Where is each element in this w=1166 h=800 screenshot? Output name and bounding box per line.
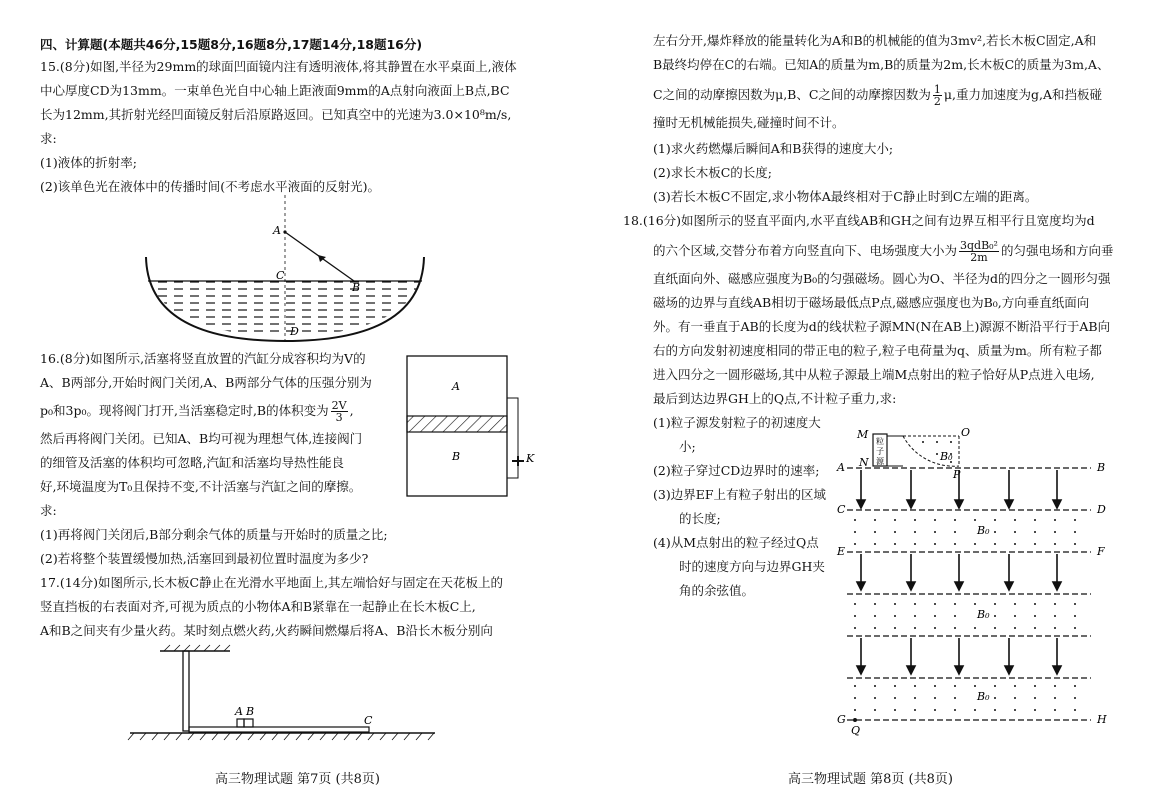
q18-sub-4c: 角的余弦值。 [679, 583, 755, 598]
source-char-2: 子 [876, 447, 884, 456]
q16-line-1: 16.(8分)如图所示,活塞将竖直放置的汽缸分成容积均为V的 [40, 351, 366, 366]
q15-line-1: 15.(8分)如图,半径为29mm的球面凹面镜内注有透明液体,将其静置在水平桌面上,液体 [40, 59, 517, 74]
q17c-line-7: (2)求长木板C的长度; [653, 165, 772, 180]
q18-line-7: 进入四分之一圆形磁场,其中从粒子源最上端M点射出的粒子恰好从P点进入电场, [653, 367, 1095, 382]
q17-figure [120, 645, 440, 745]
q15-figure [140, 195, 430, 340]
q18-fraction: $\frac{\text{3qdB₀²}}{2m}$ [959, 239, 998, 264]
connecting-tube [507, 398, 518, 478]
fig18-label-O: O [961, 426, 971, 439]
piston [407, 416, 507, 432]
fig16-label-A: A [452, 380, 460, 393]
fig18-label-C: C [837, 503, 846, 516]
q18-line-3: 直纸面向外、磁感应强度为B₀的匀强磁场。圆心为O、半径为d的四分之一圆形匀强 [653, 271, 1111, 286]
right-page [583, 0, 1166, 800]
fig15-label-A: A [273, 224, 281, 237]
q18-sub-4b: 时的速度方向与边界GH夹 [679, 559, 825, 574]
q18-line-6: 右的方向发射初速度相同的带正电的粒子,粒子电荷量为q、质量为m。所有粒子都 [653, 343, 1102, 358]
fig17-label-C: C [364, 714, 373, 727]
q16-line-5: 的细管及活塞的体积均可忽略,汽缸和活塞均导热性能良 [40, 455, 344, 470]
fig15-label-B: B [352, 281, 361, 294]
q17c-line-5: 撞时无机械能损失,碰撞时间不计。 [653, 115, 845, 130]
q16-line-9: (2)若将整个装置缓慢加热,活塞回到最初位置时温度为多少? [40, 551, 369, 566]
source-char-3: 源 [876, 457, 884, 466]
q18-figure [837, 426, 1111, 740]
field-label-1: B₀ [977, 524, 990, 537]
fig18-label-N: N [859, 456, 869, 469]
q18-sub-3: (3)边界EF上有粒子射出的区域 [653, 487, 827, 502]
q15-line-4: 求: [40, 131, 57, 146]
q16-line-6: 好,环境温度为T₀且保持不变,不计活塞与汽缸之间的摩擦。 [40, 479, 362, 494]
q18-line-4: 磁场的边界与直线AB相切于磁场最低点P点,磁感应强度也为B₀,方向垂直纸面向 [653, 295, 1090, 310]
fig17-label-B: B [246, 705, 255, 718]
fig17-label-A: A [235, 705, 243, 718]
source-char-1: 粒 [876, 437, 884, 446]
q16-line-4: 然后再将阀门关闭。已知A、B均可视为理想气体,连接阀门 [40, 431, 363, 446]
baffle [183, 651, 189, 731]
board-C [189, 727, 369, 732]
fig18-label-E: E [837, 545, 846, 558]
q16-line-3: p₀和3p₀。现将阀门打开,当活塞稳定时,B的体积变为 $\frac{2V}{3}$ , [40, 399, 354, 424]
q18-line-5: 外。有一垂直于AB的长度为d的线状粒子源MN(N在AB上)源源不断沿平行于AB向 [653, 319, 1111, 334]
fig18-label-M: M [857, 428, 869, 441]
liquid [150, 281, 420, 337]
q18-line-1: 18.(16分)如图所示的竖直平面内,水平直线AB和GH之间有边界互相平行且宽度均为d [623, 213, 1095, 228]
q15-line-2: 中心厚度CD为13mm。一束单色光自中心轴上距液面9mm的A点射向液面上B点,BC [40, 83, 510, 98]
fig16-label-B: B [452, 450, 461, 463]
q17c-line-6: (1)求火药燃爆后瞬间A和B获得的速度大小; [653, 141, 894, 156]
fig18-label-G: G [837, 713, 846, 726]
field-label-3: B₀ [977, 690, 990, 703]
q17c-line-1: 左右分开,爆炸释放的能量转化为A和B的机械能的值为3mv²,若长木板C固定,A和 [653, 33, 1097, 48]
q15-line-3: 长为12mm,其折射光经凹面镜反射后沿原路返回。已知真空中的光速为3.0×10⁸m/s, [40, 107, 512, 122]
fig18-label-A: A [837, 461, 845, 474]
q17-line-1: 17.(14分)如图所示,长木板C静止在光滑水平地面上,其左端恰好与固定在天花板上的 [40, 575, 504, 590]
q18-sub-1b: 小; [679, 439, 696, 454]
fig18-label-D: D [1097, 503, 1106, 516]
q18-sub-2: (2)粒子穿过CD边界时的速率; [653, 463, 820, 478]
fig18-label-Q: Q [851, 724, 861, 737]
q16-figure [402, 348, 542, 498]
block-B [244, 719, 253, 727]
q18-sub-1: (1)粒子源发射粒子的初速度大 [653, 415, 821, 430]
fig15-label-D: D [290, 325, 299, 338]
q17c-line-8: (3)若长木板C不固定,求小物体A最终相对于C静止时到C左端的距离。 [653, 189, 1038, 204]
fig18-label-F: F [1097, 545, 1105, 558]
q18-line-2: 的六个区域,交替分布着方向竖直向下、电场强度大小为 $\frac{\text{3qdB₀²}}{2m}$ 的匀强电场和方向垂 [653, 239, 1114, 264]
section-title: 四、计算题(本题共46分,15题8分,16题8分,17题14分,18题16分) [40, 37, 423, 52]
q17c-line-2: B最终均停在C的右端。已知A的质量为m,B的质量为2m,长木板C的质量为3m,A、 [653, 57, 1110, 72]
q16-fraction: $\frac{2V}{3}$ [331, 399, 347, 424]
fig15-label-C: C [276, 269, 285, 282]
fig18-label-H: H [1097, 713, 1107, 726]
fig18-label-B: B [1097, 461, 1106, 474]
block-A [237, 719, 244, 727]
fig16-label-K: K [526, 452, 535, 465]
q16-line-2: A、B两部分,开始时阀门关闭,A、B两部分气体的压强分别为 [40, 375, 372, 390]
fig18-label-P: P [953, 468, 961, 481]
q18-sub-3b: 的长度; [679, 511, 721, 526]
q17c-line-3: C之间的动摩擦因数为μ,B、C之间的动摩擦因数为 $\frac{1}{2}$ μ,重力加速度为g,A和挡板碰 [653, 83, 1103, 108]
field-label-2: B₀ [977, 608, 990, 621]
q17-line-3: A和B之间夹有少量火药。某时刻点燃火药,火药瞬间燃爆后将A、B沿长木板分别向 [40, 623, 493, 638]
page-footer-8: 高三物理试题 第8页 (共8页) [788, 772, 953, 787]
q18-sub-4: (4)从M点射出的粒子经过Q点 [653, 535, 819, 550]
q18-line-8: 最后到达边界GH上的Q点,不计粒子重力,求: [653, 391, 897, 406]
q-field-label: B₀ [940, 450, 953, 463]
page-footer-7: 高三物理试题 第7页 (共8页) [215, 772, 380, 787]
q15-line-6: (2)该单色光在液体中的传播时间(不考虑水平液面的反射光)。 [40, 179, 380, 194]
q16-line-7: 求: [40, 503, 57, 518]
q16-line-8: (1)再将阀门关闭后,B部分剩余气体的质量与开始时的质量之比; [40, 527, 388, 542]
q17-fraction: $\frac{1}{2}$ [933, 83, 941, 108]
q15-line-5: (1)液体的折射率; [40, 155, 137, 170]
q17-line-2: 竖直挡板的右表面对齐,可视为质点的小物体A和B紧靠在一起静止在长木板C上, [40, 599, 476, 614]
